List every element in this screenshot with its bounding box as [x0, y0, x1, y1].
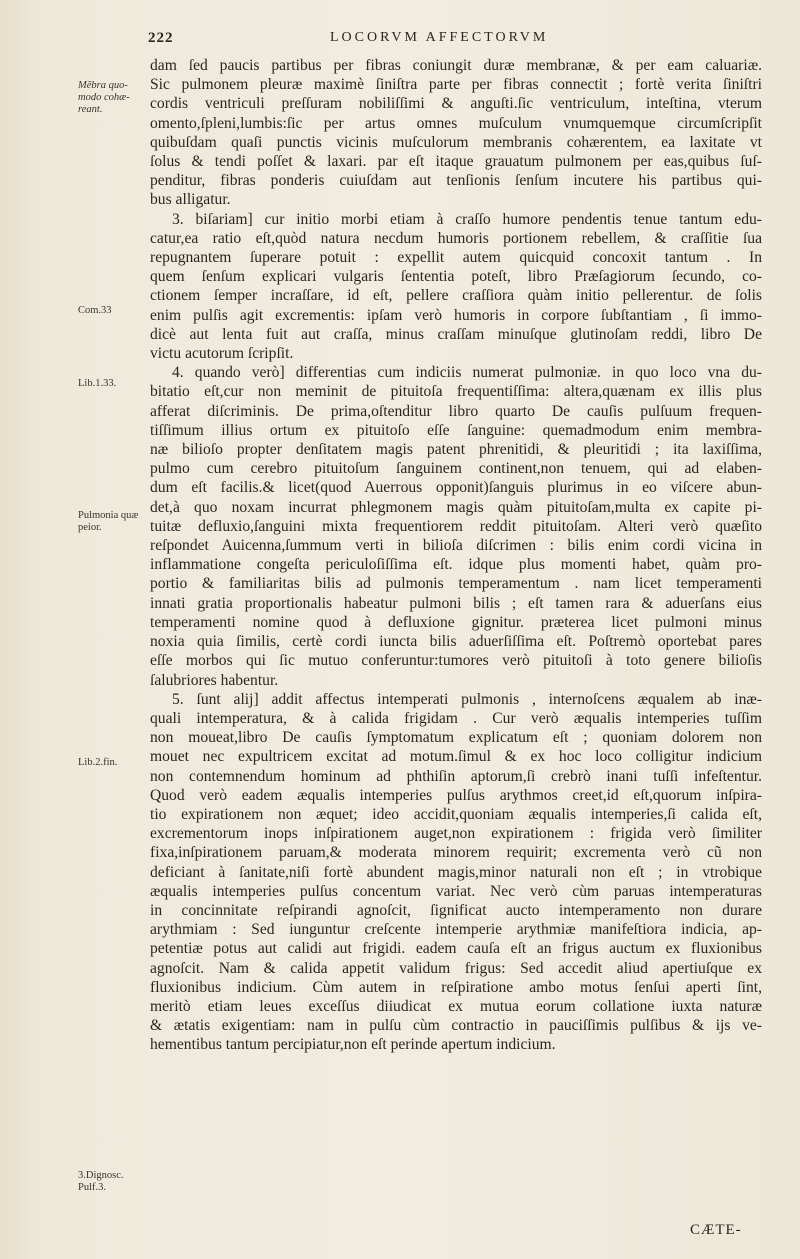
text-line: non contemnendum hominum ad phthiſin aptorum,ſi crebrò inani tuſſi infeſtentur. — [150, 767, 762, 785]
text-line: quem ſenſum explicari vulgaris ſententia poteſt, libro Præſagiorum ſecundo, co- — [150, 268, 762, 286]
marginal-note: Mẽbra quo-modo cohæ-reant. — [78, 80, 130, 115]
text-line: petentiæ potus aut calidi aut frigidi. eadem cauſa eſt an frigus auctum ex fluxionibus — [150, 940, 762, 958]
text-line: mouet nec expultricem excitat ad motum.ſimul & ex hoc loco colligitur indicium — [150, 748, 762, 766]
text-line: eſſe morbos qui ſic mutuo conferuntur:tumores verò pituitoſi à toto genere bilioſis — [150, 652, 762, 670]
text-line: fixa,inſpirationem paruam,& moderata minorem requirit; excrementa verò cũ non — [150, 844, 762, 862]
text-line: bus alligatur. — [150, 191, 231, 209]
text-line: tuitæ defluxio,ſanguini mixta frequentiorem reddit pituitoſam. Alteri verò quæſito — [150, 517, 762, 535]
text-line: tio expirationem non æquet; ideo accidit,quoniam æqualis intemperies,ſi calida eſt, — [150, 805, 762, 823]
text-line: cordis ventriculi preſſuram nobiliſſimi & anguſti.ſic ventriculum, inteſtina, vterum — [150, 95, 762, 113]
paragraph — [150, 690, 762, 1055]
catchword: CÆTE- — [690, 1222, 742, 1238]
marginal-note: Lib.1.33. — [78, 378, 117, 389]
text-line: dum eſt facilis.& licet(quod Auerrous opponit)ſanguis plurimus in eo viſcere abun- — [150, 479, 762, 497]
text-line: næ bilioſo propter denſitatem magis patent phrenitidi, & pleuritidi ; ita laxiſſima, — [150, 441, 762, 459]
marginal-note: Lib.2.fin. — [78, 757, 118, 768]
text-line: Quod verò eadem æqualis intemperies pulſus arythmos creet,id eſt,quorum inſpira- — [150, 786, 762, 804]
text-line: ſalubriores habentur. — [150, 671, 279, 689]
text-line: innati gratia proportionalis habeatur pulmoni bilis ; eſt tamen rara & aduerſans eius — [150, 594, 762, 612]
text-line: noxia quia ſimilis, certè cordi iuncta bilis aduerſiſſima eſt. Poſtremò oportebat pares — [150, 633, 762, 651]
text-line: Sic pulmonem pleuræ maximè ſiniſtra parte per fibras connectit ; fortè verita ſiniſtri — [150, 76, 762, 94]
text-line: excrementorum inops inſpirationem auget,non expirationem : frigida verò ſimiliter — [150, 825, 762, 843]
text-line: 3. biſariam] cur initio morbi etiam à craſſo humore pendentis tenue tantum edu- — [172, 210, 762, 228]
text-line: & ætatis exigentiam: nam in pulſu cùm contractio in pauciſſimis pulſibus & ijs ve- — [150, 1017, 762, 1035]
paragraph — [150, 56, 762, 210]
text-line: tiſſimum illius ortum ex pituitoſo eſſe ſanguine: quemadmodum enim membra- — [150, 421, 762, 439]
text-line: quibuſdam quaſi punctis vicinis muſculorum membranis cohærentem, ea laxitate vt — [150, 133, 762, 151]
text-line: hementibus tantum percipiatur,non eſt perinde apertum indicium. — [150, 1036, 556, 1054]
body-text — [150, 56, 762, 1055]
text-line: enim pulſis agit excrementis: ipſam verò humoris in corpore ſubſtantiam , ſi immo- — [150, 306, 762, 324]
paragraph — [150, 363, 762, 689]
text-line: afferat diſcriminis. De prima,oſtenditur libro quarto De cauſis pulſuum frequen- — [150, 402, 762, 420]
text-line: in concinnitate reſpirandi agnoſcit, ſignificat aucto intemperamento non durare — [150, 901, 762, 919]
page-header — [0, 30, 800, 50]
text-line: fluxionibus indicium. Cùm autem in reſpiratione ambo motus ſenſui aperti ſint, — [150, 978, 762, 996]
text-line: temperamenti nomine quod à defluxione gignitur. præterea licet pulmoni minus — [150, 613, 762, 631]
text-line: quali intemperatura, & à calida frigidam . Cur verò æqualis intemperies tuſſim — [150, 709, 762, 727]
text-line: 5. ſunt alij] addit affectus intemperati pulmonis , internoſcens æqualem ab inæ- — [172, 690, 762, 708]
text-line: ſolus & tendi poſſet & laxari. par eſt itaque grauatum pulmonem per eas,quibus ſuſ- — [150, 153, 762, 171]
text-line: deficiant à ſanitate,niſi fortè abundent magis,minor naturali non eſt ; in vtrobique — [150, 863, 762, 881]
text-line: non moueat,libro De cauſis ſymptomatum explicatum eſt ; quoniam dolorem non — [150, 729, 762, 747]
text-line: arythmiam : Sed iunguntur creſcente intemperie arythmiæ manifeſtiora indicia, ap- — [150, 921, 762, 939]
marginal-note: Pulmonia quæ peior. — [78, 510, 139, 533]
text-line: penditur, fibras ponderis cuiuſdam aut tenſionis ſenſum incutere his partibus qui- — [150, 172, 762, 190]
paragraph — [150, 210, 762, 364]
text-line: omento,ſpleni,lumbis:ſic per artus omnes muſculum vnumquemque circumſcripſit — [150, 114, 762, 132]
marginal-note: 3.Dignosc. Pulf.3. — [78, 1170, 124, 1193]
text-line: dicè aut lenta fuit aut craſſa, minus craſſam minuſque glutinoſam reddi, libro De — [150, 325, 762, 343]
text-line: det,à quo noxam incurrat phlegmonem magis quàm pituitoſam,multa ex capite pi- — [150, 498, 762, 516]
text-line: repugnantem ſuperare potuit : expellit autem quicquid concoxit tantum . In — [150, 249, 762, 267]
text-line: æqualis intemperies pulſus concentum variat. Nec verò cùm paruas intemperaturas — [150, 882, 762, 900]
text-line: victu acutorum ſcripſit. — [150, 345, 294, 363]
text-line: 4. quando verò] differentias cum indiciis numerat pulmoniæ. in quo loco vna du- — [172, 364, 762, 382]
running-title: LOCORVM AFFECTORVM — [330, 30, 549, 45]
page-number: 222 — [148, 30, 174, 46]
text-line: inflammatione congeſta periculoſiſſima eſt. idque plus momenti habet, quàm pro- — [150, 556, 762, 574]
text-line: ctionem ſemper incraſſare, id eſt, pellere craſſiora quàm initio pellerentur. de ſolis — [150, 287, 762, 305]
text-line: portio & familiaritas bilis ad pulmonis temperamentum . nam licet temperamenti — [150, 575, 762, 593]
text-line: dam ſed paucis partibus per fibras coniungit duræ membranæ, & per eam caluariæ. — [150, 57, 762, 74]
marginal-note: Com.33 — [78, 305, 112, 316]
text-line: reſpondet Auicenna,ſummum verti in bilioſa diſcrimen : bilis enim cordi vicina in — [150, 537, 762, 555]
text-line: bitatio eſt,cur non meminit de pituitoſa frequentiſſima: altera,quænam ex illis plus — [150, 383, 762, 401]
text-line: agnoſcit. Nam & calida appetit validum frigus: Sed accedit aliud apertiuſque ex — [150, 959, 762, 977]
text-line: pulmo cum cerebro pituitoſum ſanguinem continent,non tenuem, qui ad elaben- — [150, 460, 762, 478]
text-line: catur,ea ratio eſt,quòd natura necdum humoris portionem rebellem, & craſſitie ſua — [150, 229, 762, 247]
text-line: meritò etiam leues exceſſus diiudicat ex mutua eorum collatione iuxta naturæ — [150, 997, 762, 1015]
